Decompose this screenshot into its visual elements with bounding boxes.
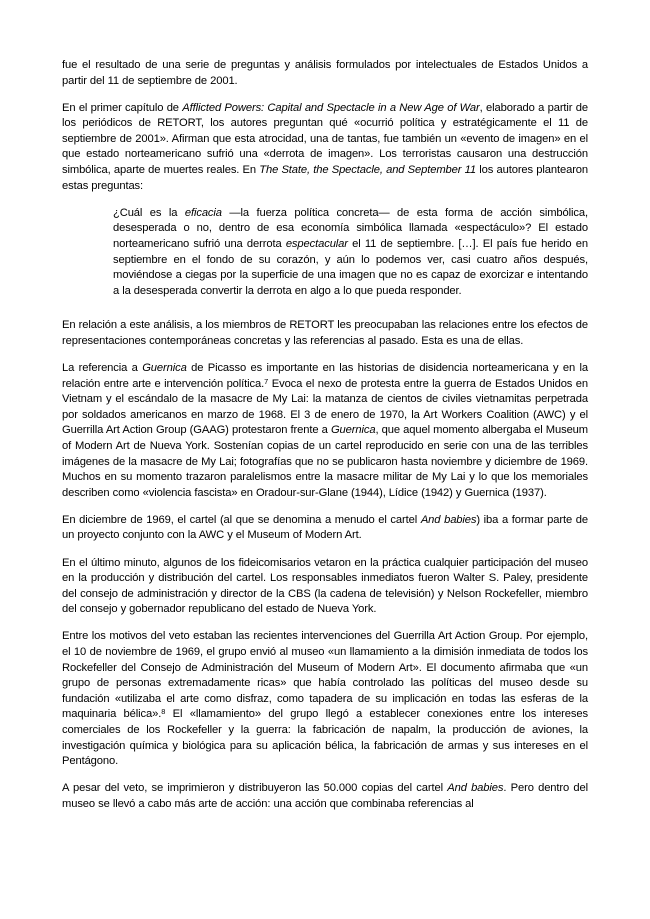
text-run: En el último minuto, algunos de los fideicomisarios vetaron en la práctica cualquier participación del museo en la producción y distribución del cartel. Los responsables inmediatos fueron Walter S. Paley, presidente del consejo de administración y director de la CBS (la cadena de televisión) y Nelson Rockefeller, miembro del consejo y gobernador republicano del estado de Nueva York.	[62, 556, 588, 616]
text-run: —la fuerza política concreta— de esta forma de acción simbólica, desesperada o no, dentro de esa economía simbólica llamada «espectáculo»? El estado norteamericano sufrió una derrota	[113, 206, 588, 250]
footnote-marker: 8	[161, 707, 166, 717]
text-run: los autores plantearon estas preguntas:	[62, 164, 589, 192]
text-run: A pesar del veto, se imprimieron y distribuyeron las 50.000 copias del cartel	[62, 782, 448, 795]
italic-run: Guernica	[142, 362, 187, 374]
italic-run: espectacular	[285, 237, 348, 250]
paragraph-p3	[62, 318, 588, 349]
text-run: el 11 de septiembre. […]. El país fue herido en septiembre en el fondo de su corazón, y aún lo podemos ver, casi cuatro años después, moviéndose a ciegas por la superficie de una imagen que no es capaz de exorcizar e intentando a la desesperada convertir la derrota en algo a lo que pueda responder.	[113, 237, 588, 297]
text-run: El «llamamiento» del grupo llegó a establecer conexiones entre los intereses comerciales de los Rockefeller y la guerra: la fabricación de napalm, la producción de aviones, la investigación química y biológica para su aplicación bélica, la fabricación de armas y sus intereses en el Pentágono.	[62, 708, 588, 768]
italic-run: eficacia	[184, 206, 222, 219]
text-run: ) iba a formar parte de un proyecto conjunto con la AWC y el Museum of Modern Art.	[62, 513, 588, 542]
blockquote-text	[62, 206, 588, 300]
paragraph-p5	[62, 513, 588, 544]
italic-run: Afflicted Powers: Capital and Spectacle in a New Age of War	[182, 101, 480, 114]
text-run: Entre los motivos del veto estaban las recientes intervenciones del Guerrilla Art Action Group. Por ejemplo, el 10 de noviembre de 1969, el grupo envió al museo «un llamamiento a la dimisión inmediata de todos los Rockefeller del Consejo de Administración del Museum of Modern Art». El documento afirmaba que «un grupo de personas extremadamente ricas» que había controlado las políticas del museo desde su fundación «utilizaba el arte como disfraz, como tapadera de su implicación en todas las esferas de la maquinaria bélica».	[62, 630, 588, 721]
text-run: Evoca el nexo de protesta entre la guerra de Estados Unidos en Vietnam y el escándalo de la masacre de My Lai: la matanza de cientos de civiles vietnamitas perpetrada por soldados americanos en marzo de 1968. El 3 de enero de 1970, la Art Workers Coalition (AWC) y el Guerrilla Art Action Group (GAAG) protestaron frente a	[62, 377, 588, 437]
text-run: ¿Cuál es la	[113, 206, 185, 219]
italic-run: And babies	[447, 782, 504, 795]
paragraph-p1	[62, 58, 588, 89]
document-body	[62, 58, 588, 812]
text-run: La referencia a	[62, 362, 143, 374]
italic-run: Guernica	[330, 424, 376, 437]
italic-run: And babies	[420, 513, 477, 526]
paragraph-p6	[62, 556, 588, 618]
text-run: fue el resultado de una serie de preguntas y análisis formulados por intelectuales de Estados Unidos a partir del 11 de septiembre de 2001.	[62, 59, 588, 87]
italic-run: The State, the Spectacle, and September 11	[259, 164, 477, 177]
paragraph-p2	[62, 101, 588, 195]
text-run: En el primer capítulo de	[62, 101, 183, 114]
text-run: de Picasso es importante en las historias de disidencia norteamericana y en la relación entre arte e intervención política.	[62, 362, 588, 390]
footnote-marker: 7	[264, 376, 269, 386]
blockquote-retort-questions	[62, 206, 588, 300]
paragraph-p8	[62, 781, 588, 812]
paragraph-p7	[62, 629, 588, 769]
text-run: En relación a este análisis, a los miembros de RETORT les preocupaban las relaciones entre los efectos de representaciones contemporáneas concretas y las referencias al pasado. Esta es una de ellas.	[62, 319, 588, 347]
text-run: , que aquel momento albergaba el Museum of Modern Art de Nueva York. Sostenían copias de un cartel reproducido en serie con una de las terribles imágenes de la masacre de My Lai; fotografías que no se publicaron hasta noviembre y diciembre de 1969. Muchos en su momento trazaron paralelismos entre la masacre militar de My Lai y lo que los memoriales describen como «violencia fascista» en Oradour-sur-Glane (1944), Lídice (1942) y Guernica (1937).	[62, 424, 588, 499]
text-run: . Pero dentro del museo se llevó a cabo más arte de acción: una acción que combinaba referencias al	[62, 782, 588, 810]
text-run: En diciembre de 1969, el cartel (al que se denomina a menudo el cartel	[62, 513, 421, 526]
text-run: , elaborado a partir de los periódicos de RETORT, los autores preguntan qué «ocurrió política y estratégicamente el 11 de septiembre de 2001». Afirman que esta atrocidad, una de tantas, fue también un «evento de imagen» en el que estado norteamericano sufrió una «derrota de imagen». Los terroristas causaron una destrucción simbólica, aparte de muertes reales. En	[62, 101, 588, 177]
paragraph-p4	[62, 361, 588, 501]
